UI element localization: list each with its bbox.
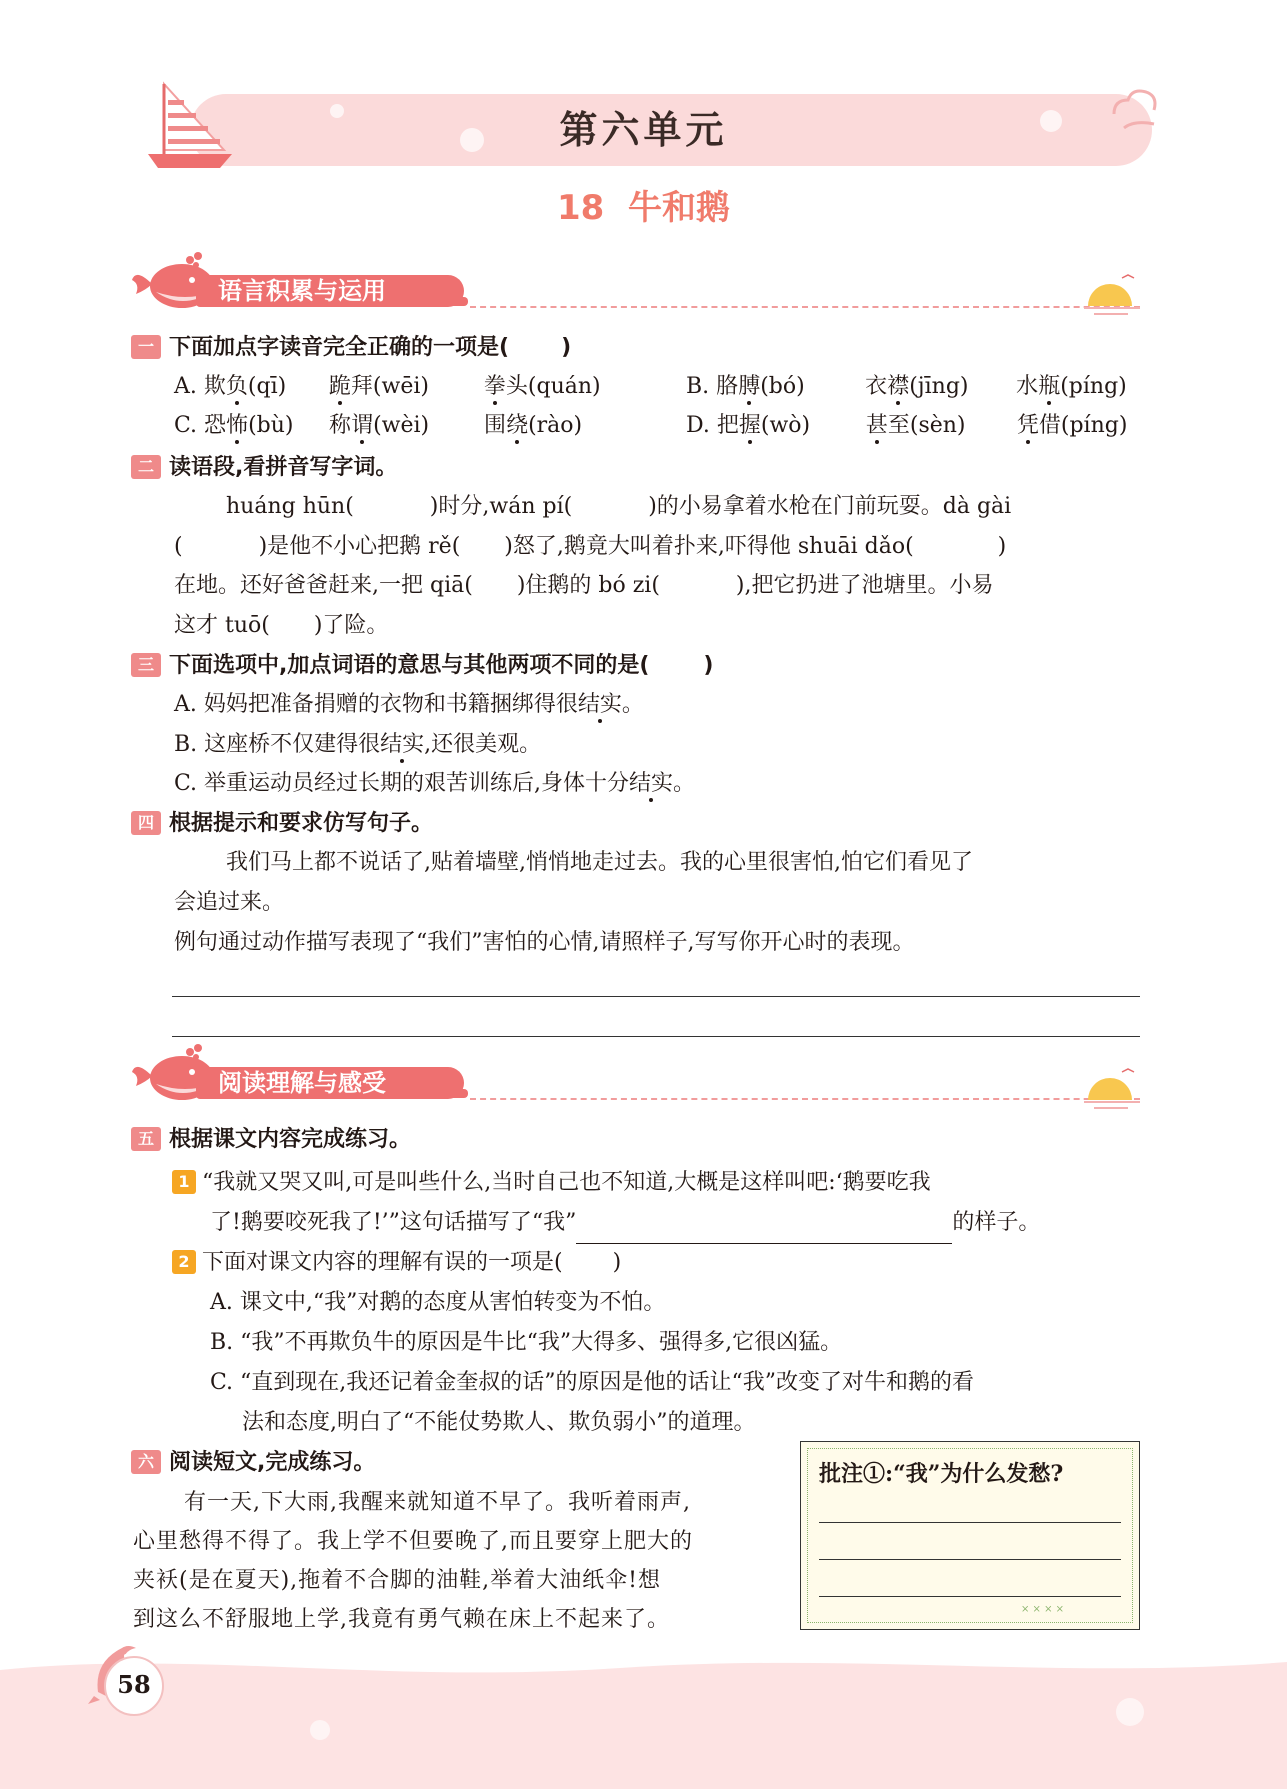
q3-option-c[interactable]: C. 举重运动员经过长期的艰苦训练后,身体十分结实。 bbox=[174, 771, 696, 796]
dotted-char: 负 bbox=[225, 374, 248, 399]
lesson-title: 18 牛和鹅 bbox=[557, 188, 730, 228]
answer-line[interactable] bbox=[172, 1036, 1140, 1037]
dotted-word: 结实 bbox=[577, 692, 622, 717]
question-badge: 六 bbox=[131, 1450, 161, 1474]
dotted-char: 拳 bbox=[483, 374, 506, 399]
passage-line: 到这么不舒服地上学,我竟有勇气赖在床上不起来了。 bbox=[133, 1607, 670, 1632]
q4-example-line-2: 会追过来。 bbox=[174, 890, 285, 915]
option-d[interactable]: D. 把握(wò) 甚至(sèn) 凭借(píng) bbox=[686, 413, 1128, 438]
question-3-heading: 三 下面选项中,加点词语的意思与其他两项不同的是( ) bbox=[131, 648, 713, 684]
section-divider bbox=[470, 1098, 1140, 1100]
pinyin-line-4: 这才 tuō( )了险。 bbox=[174, 613, 389, 638]
question-badge: 一 bbox=[131, 335, 161, 359]
pinyin-line-1: huáng hūn( )时分,wán pí( )的小易拿着水枪在门前玩耍。dà gài bbox=[226, 494, 1012, 519]
q4-instruction: 例句通过动作描写表现了“我们”害怕的心情,请照样子,写写你开心时的表现。 bbox=[174, 930, 915, 955]
dotted-char: 瓶 bbox=[1038, 374, 1061, 399]
option-b[interactable]: B. 胳膊(bó) 衣襟(jīng) 水瓶(píng) bbox=[686, 374, 1127, 399]
page-number: 58 bbox=[117, 1670, 151, 1699]
passage-line: 有一天,下大雨,我醒来就知道不早了。我听着雨声, bbox=[184, 1490, 691, 1515]
dotted-char: 绕 bbox=[506, 413, 529, 438]
annotation-box bbox=[800, 1441, 1140, 1630]
question-badge: 三 bbox=[131, 653, 161, 677]
section-header-language bbox=[196, 275, 464, 307]
option-a[interactable]: A. 欺负(qī) 跪拜(wēi) 拳头(quán) bbox=[174, 374, 601, 399]
section-divider bbox=[470, 306, 1140, 308]
q5-item-2-option-c-line-1[interactable]: C. “直到现在,我还记着金奎叔的话”的原因是他的话让“我”改变了对牛和鹅的看 bbox=[210, 1370, 975, 1395]
annotation-answer-line[interactable] bbox=[819, 1522, 1121, 1523]
question-badge: 五 bbox=[131, 1127, 161, 1151]
dotted-char: 握 bbox=[738, 413, 761, 438]
question-6-heading: 六 阅读短文,完成练习。 bbox=[131, 1445, 375, 1481]
q5-item-1-line-2: 了!鹅要咬死我了!’”这句话描写了“我” 的样子。 bbox=[210, 1203, 1040, 1244]
dotted-char: 跪 bbox=[328, 374, 351, 399]
q3-option-a[interactable]: A. 妈妈把准备捐赠的衣物和书籍捆绑得很结实。 bbox=[174, 692, 644, 717]
annotation-answer-line[interactable] bbox=[819, 1559, 1121, 1560]
sunset-icon bbox=[1084, 1066, 1144, 1114]
question-5-heading: 五 根据课文内容完成练习。 bbox=[131, 1122, 411, 1158]
option-c[interactable]: C. 恐怖(bù) 称谓(wèi) 围绕(rào) bbox=[174, 413, 583, 438]
dotted-char: 襟 bbox=[887, 374, 910, 399]
section-title: 语言积累与运用 bbox=[218, 277, 386, 305]
q5-item-2-option-a[interactable]: A. 课文中,“我”对鹅的态度从害怕转变为不怕。 bbox=[210, 1290, 666, 1315]
question-4-heading: 四 根据提示和要求仿写句子。 bbox=[131, 806, 433, 842]
passage-line: 夹袄(是在夏天),拖着不合脚的油鞋,举着大油纸伞!想 bbox=[133, 1568, 661, 1593]
section-band-tail bbox=[442, 1089, 468, 1098]
annotation-answer-line[interactable] bbox=[819, 1596, 1121, 1597]
item-number-badge: 1 bbox=[172, 1170, 196, 1194]
item-number-badge: 2 bbox=[172, 1250, 196, 1274]
annotation-label: 批注①:“我”为什么发愁? bbox=[819, 1461, 1064, 1487]
section-band-tail bbox=[442, 297, 468, 306]
question-2-heading: 二 读语段,看拼音写字词。 bbox=[131, 450, 397, 486]
question-badge: 二 bbox=[131, 455, 161, 479]
q5-item-2-prompt: 2 下面对课文内容的理解有误的一项是( ) bbox=[172, 1243, 621, 1283]
q5-item-2-option-b[interactable]: B. “我”不再欺负牛的原因是牛比“我”大得多、强得多,它很凶猛。 bbox=[210, 1330, 843, 1355]
q5-item-1-line-1: 1 “我就又哭又叫,可是叫些什么,当时自己也不知道,大概是这样叫吧:‘鹅要吃我 bbox=[172, 1163, 931, 1203]
dotted-word: 结实 bbox=[380, 732, 425, 757]
dotted-char: 凭 bbox=[1016, 413, 1039, 438]
dotted-char: 膊 bbox=[738, 374, 761, 399]
q3-option-b[interactable]: B. 这座桥不仅建得很结实,还很美观。 bbox=[174, 732, 542, 757]
pinyin-line-2: ( )是他不小心把鹅 rě( )怒了,鹅竟大叫着扑来,吓得他 shuāi dǎo( ) bbox=[174, 534, 1007, 559]
q5-item-2-option-c-line-2[interactable]: 法和态度,明白了“不能仗势欺人、欺负弱小”的道理。 bbox=[242, 1410, 756, 1435]
question-badge: 四 bbox=[131, 811, 161, 835]
bottom-wave bbox=[0, 1640, 1287, 1789]
dotted-char: 谓 bbox=[351, 413, 374, 438]
q4-example-line-1: 我们马上都不说话了,贴着墙壁,悄悄地走过去。我的心里很害怕,怕它们看见了 bbox=[226, 850, 973, 875]
question-1-heading: 一 下面加点字读音完全正确的一项是( ) bbox=[131, 330, 571, 366]
answer-blank[interactable] bbox=[576, 1203, 952, 1244]
dotted-char: 怖 bbox=[226, 413, 249, 438]
passage-line: 心里愁得不得了。我上学不但要晚了,而且要穿上肥大的 bbox=[133, 1529, 693, 1554]
section-header-reading bbox=[196, 1067, 464, 1099]
dotted-char: 甚 bbox=[865, 413, 888, 438]
answer-line[interactable] bbox=[172, 996, 1140, 997]
pinyin-line-3: 在地。还好爸爸赶来,一把 qiā( )住鹅的 bó zi( ),把它扔进了池塘里。小易 bbox=[174, 573, 994, 598]
unit-title: 第六单元 bbox=[559, 108, 728, 152]
annotation-footer-marks: × × × × bbox=[1021, 1604, 1065, 1615]
dotted-word: 结实 bbox=[629, 771, 674, 796]
section-title: 阅读理解与感受 bbox=[218, 1069, 386, 1097]
sunset-icon bbox=[1084, 272, 1144, 320]
